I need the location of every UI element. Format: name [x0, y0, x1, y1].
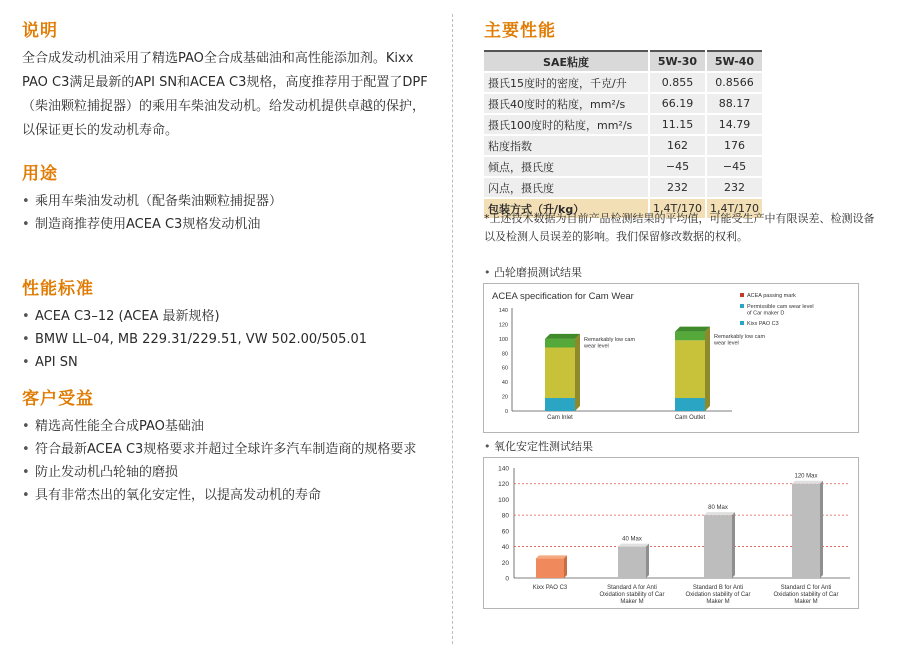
legend-label: of Car maker D	[747, 310, 785, 317]
y-tick-label: 0	[504, 409, 508, 415]
bar-top-face	[618, 544, 649, 547]
y-tick-label: 60	[501, 528, 509, 536]
bar-segment	[675, 398, 705, 411]
x-tick-label: Oxidation stability of Car	[685, 592, 751, 598]
annotation: Remarkably low cam	[714, 333, 766, 340]
chart1-caption: • 凸轮磨损测试结果	[484, 264, 582, 280]
table-cell: 0.855	[650, 73, 705, 92]
table-cell: 1,4T/170	[650, 199, 705, 218]
y-tick-label: 80	[501, 512, 509, 520]
bar-segment	[545, 339, 575, 348]
y-tick-label: 40	[501, 544, 509, 552]
y-tick-label: 40	[501, 380, 508, 387]
list-item: • BMW LL–04, MB 229.31/229.51, VW 502.00/505.01	[22, 328, 432, 351]
chart-title: ACEA specification for Cam Wear	[492, 291, 634, 302]
table-cell: 闪点，摄氏度	[484, 178, 648, 197]
annotation: wear level	[714, 340, 739, 347]
spec-table	[482, 48, 764, 220]
bar-top-face	[545, 334, 580, 339]
bar-top-face	[536, 555, 567, 558]
list-item: • 具有非常杰出的氧化安定性，以提高发动机的寿命	[22, 484, 432, 507]
y-tick-label: 120	[498, 322, 508, 329]
standards-title: 性能标准	[22, 279, 94, 299]
table-header: 5W-30	[650, 50, 705, 71]
description-text: 全合成发动机油采用了精选PAO全合成基础油和高性能添加剂。Kixx PAO C3满足最新的API SN和ACEA C3规格，高度推荐用于配置了DPF（柴油颗粒捕捉器）的乘用车柴油发动机。给发动机提供卓越的保护，以保证更长的发动机寿命。	[22, 51, 428, 138]
usage-title: 用途	[22, 164, 58, 184]
standards-list	[22, 305, 432, 374]
bar-side-face	[820, 481, 823, 578]
data-label: 40 Max	[622, 536, 642, 543]
table-header: 5W-40	[707, 50, 762, 71]
legend-label: ACEA passing mark	[747, 293, 796, 299]
y-tick-label: 120	[498, 481, 509, 489]
x-tick-label: Oxidation stability of Car	[599, 592, 665, 598]
bar	[792, 484, 820, 578]
y-tick-label: 60	[501, 365, 508, 372]
bar-segment	[675, 340, 705, 398]
table-cell: 0.8566	[707, 73, 762, 92]
cam-wear-chart	[483, 283, 859, 433]
table-cell: 摄氏40度时的粘度，mm²/s	[484, 94, 648, 113]
x-tick-label: Cam Inlet	[547, 415, 573, 421]
bar-segment	[545, 348, 575, 399]
table-cell: 摄氏15度时的密度，千克/升	[484, 73, 648, 92]
cam-wear-svg	[484, 284, 858, 432]
x-tick-label: Maker M	[794, 599, 818, 605]
usage-list	[22, 190, 432, 236]
table-cell: 包装方式（升/kg）	[484, 199, 648, 218]
x-tick-label: Cam Outlet	[674, 415, 706, 421]
bar-side-face	[732, 512, 735, 578]
bar-top-face	[675, 327, 710, 332]
data-label: 120 Max	[794, 473, 818, 480]
table-cell: 1,4T/170	[707, 199, 762, 218]
table-cell: −45	[650, 157, 705, 176]
y-tick-label: 140	[498, 465, 509, 473]
left-column	[22, 0, 432, 507]
bar-side-face	[575, 334, 580, 411]
bar	[618, 547, 646, 578]
annotation: wear level	[584, 343, 609, 350]
x-tick-label: Maker M	[706, 599, 730, 605]
bar-top-face	[704, 512, 735, 515]
legend-label: Kixx PAO C3	[747, 321, 779, 327]
x-tick-label: Kixx PAO C3	[532, 585, 568, 591]
performance-title: 主要性能	[484, 21, 556, 41]
annotation: Remarkably low cam	[584, 336, 636, 343]
table-cell: 倾点，摄氏度	[484, 157, 648, 176]
y-tick-label: 100	[498, 336, 508, 343]
list-item: • 精选高性能全合成PAO基础油	[22, 415, 432, 438]
legend-label: Permissible cam wear level	[747, 304, 814, 310]
bar-top-face	[792, 481, 823, 484]
oxidation-svg	[484, 458, 858, 608]
table-cell: 232	[650, 178, 705, 197]
table-row	[484, 178, 762, 197]
table-row	[484, 115, 762, 134]
table-cell: 88.17	[707, 94, 762, 113]
table-cell: 摄氏100度时的粘度，mm²/s	[484, 115, 648, 134]
table-cell: 11.15	[650, 115, 705, 134]
bar-side-face	[564, 555, 567, 578]
column-divider	[452, 14, 453, 644]
y-tick-label: 20	[501, 559, 509, 567]
table-row	[484, 157, 762, 176]
bar	[536, 558, 564, 578]
bar-side-face	[646, 544, 649, 578]
x-tick-label: Maker M	[620, 599, 644, 605]
oxidation-chart	[483, 457, 859, 609]
bar	[704, 515, 732, 578]
table-cell: 176	[707, 136, 762, 155]
table-cell: 粘度指数	[484, 136, 648, 155]
table-cell: −45	[707, 157, 762, 176]
y-tick-label: 0	[505, 575, 509, 583]
benefits-list	[22, 415, 432, 507]
x-tick-label: Standard C for Anti	[780, 585, 832, 591]
table-row	[484, 136, 762, 155]
y-tick-label: 20	[501, 394, 508, 401]
legend-swatch	[740, 304, 744, 308]
table-header-row	[484, 50, 762, 71]
bar-side-face	[705, 327, 710, 411]
footnote: *上述技术数据为目前产品检测结果的平均值，可能受生产中有限误差、检测设备以及检测人员误差的影响。我们保留修改数据的权利。	[484, 212, 875, 243]
bar-segment	[545, 398, 575, 411]
list-item: • API SN	[22, 351, 432, 374]
benefits-title: 客户受益	[22, 389, 94, 409]
y-tick-label: 140	[498, 308, 508, 314]
x-tick-label: Standard B for Anti	[692, 585, 744, 591]
x-tick-label: Oxidation stability of Car	[773, 592, 839, 598]
bar-segment	[675, 332, 705, 341]
y-tick-label: 80	[501, 351, 508, 358]
table-row	[484, 94, 762, 113]
legend-swatch	[740, 321, 744, 325]
list-item: • 乘用车柴油发动机（配备柴油颗粒捕捉器）	[22, 190, 432, 213]
list-item: • ACEA C3–12 (ACEA 最新规格)	[22, 305, 432, 328]
list-item: • 制造商推荐使用ACEA C3规格发动机油	[22, 213, 432, 236]
table-row	[484, 73, 762, 92]
table-header: SAE粘度	[484, 50, 648, 71]
list-item: • 符合最新ACEA C3规格要求并超过全球许多汽车制造商的规格要求	[22, 438, 432, 461]
description-title: 说明	[22, 21, 58, 41]
data-label: 80 Max	[708, 505, 728, 512]
table-cell: 232	[707, 178, 762, 197]
table-cell: 162	[650, 136, 705, 155]
y-tick-label: 100	[498, 496, 509, 504]
table-cell: 14.79	[707, 115, 762, 134]
chart2-caption: • 氧化安定性测试结果	[484, 438, 593, 454]
x-tick-label: Standard A for Anti	[607, 585, 657, 591]
list-item: • 防止发动机凸轮轴的磨损	[22, 461, 432, 484]
table-cell: 66.19	[650, 94, 705, 113]
legend-swatch	[740, 293, 744, 297]
